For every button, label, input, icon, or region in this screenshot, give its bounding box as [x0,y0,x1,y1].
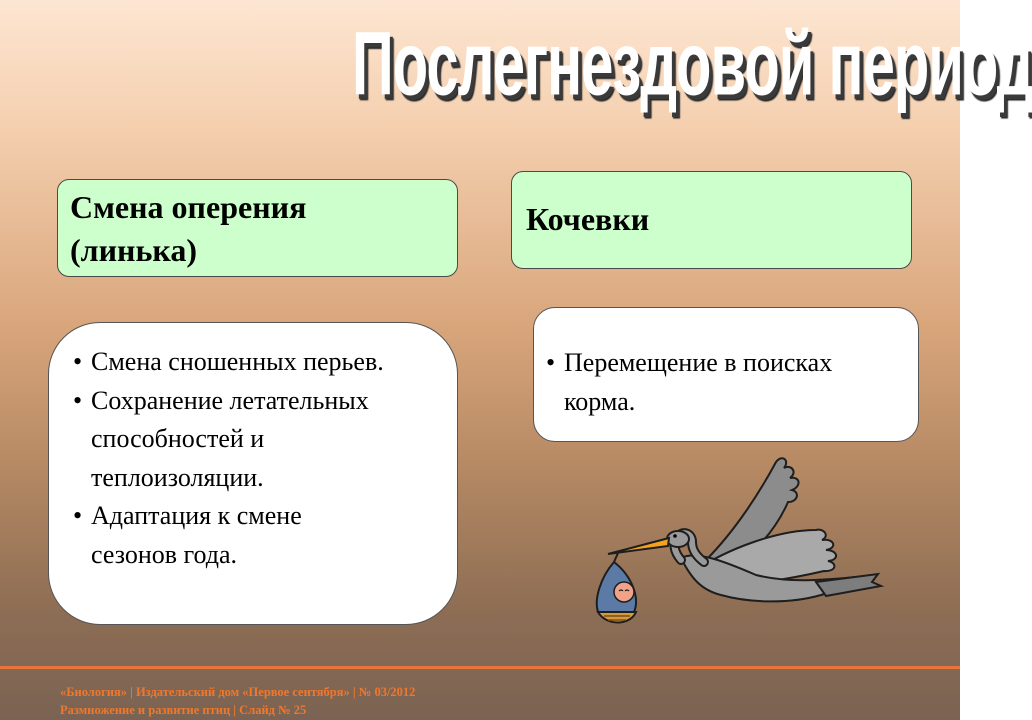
stork-carrying-baby-icon [586,450,886,630]
bullet-marker: • [546,348,556,377]
bullet-item [73,382,453,421]
molt-heading-line1: Смена оперения [70,189,307,225]
bullet-marker: • [73,347,83,376]
bullet-text: Смена сношенных перьев. [91,347,384,376]
bullet-text: Сохранение летательных [91,385,369,415]
footer-divider [0,666,960,669]
footer [60,683,415,719]
bullet-item [546,344,912,383]
nomad-details-card [533,307,919,442]
bullet-marker: • [73,501,83,530]
bullet-item [73,343,453,382]
nomad-heading: Кочевки [526,201,650,237]
molt-heading-card [57,179,458,277]
bullet-continuation: сезонов года. [91,539,238,569]
bullet-marker: • [73,385,83,415]
slide-title: Послегнездовой период [352,13,1032,115]
bullet-text: Перемещение в поисках [564,348,833,377]
bullet-continuation: теплоизоляции. [91,462,264,492]
bullet-item [73,497,453,536]
footer-slide-info: Размножение и развитие птиц | Слайд № 25 [60,703,307,717]
bullet-continuation: способностей и [91,424,265,453]
molt-details-card [48,322,458,625]
footer-publication: «Биология» | Издательский дом «Первое сентября» | № 03/2012 [60,685,416,699]
nomad-heading-card [511,171,912,269]
bullet-continuation: корма. [564,386,636,416]
bullet-text: Адаптация к смене [91,501,302,530]
molt-heading-line2: (линька) [70,232,198,268]
